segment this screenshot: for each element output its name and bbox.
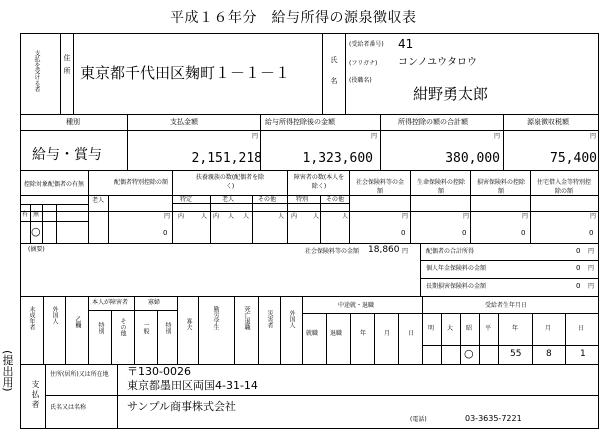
life-unit: 円: [463, 213, 470, 220]
flag-minor: 未成年者: [28, 306, 35, 330]
withholding-amount[interactable]: 75,400: [550, 151, 597, 166]
recipient-section-label: 支払を受ける者: [33, 50, 40, 92]
flag-otsu: 乙欄: [74, 316, 81, 328]
life-insurance-label: 生命保険料の控除額: [416, 179, 465, 195]
dep-sub-specific: 特定: [180, 196, 193, 203]
premium-label: 社会保険料等の金額: [305, 248, 360, 255]
flag-widow: 寡婦: [148, 299, 161, 306]
remarks-label: (摘要): [28, 246, 45, 253]
employee-no[interactable]: 41: [398, 37, 414, 51]
flag-death: 死亡退職: [243, 306, 250, 330]
flag-widow-special: 特別: [164, 322, 171, 334]
mid-sub-leave: 退職: [330, 330, 343, 337]
after-deduction-unit: 円: [371, 133, 378, 140]
name-label: 氏名: [330, 56, 338, 98]
spouse-income-value[interactable]: 0: [576, 247, 581, 255]
insurance-label: 社会保険料等の金額: [355, 179, 404, 195]
withholding-header: 源泉徴収税額: [527, 118, 569, 126]
mid-label: 中途就・退職: [338, 302, 375, 309]
flag-foreign: 外国人: [51, 306, 58, 324]
after-deduction-amount[interactable]: 1,323,600: [302, 151, 373, 166]
birth-showa: 昭: [466, 325, 473, 332]
kana-label: (フリガナ): [349, 60, 378, 67]
payer-tel[interactable]: 03-3635-7221: [465, 414, 522, 423]
payer-postal[interactable]: 〒130-0026: [127, 365, 191, 378]
insurance-unit: 円: [402, 213, 409, 220]
birth-meiji: 明: [428, 325, 435, 332]
flag-disaster: 災害者: [266, 310, 273, 328]
birth-day-label: 日: [578, 325, 585, 332]
recipient-kana[interactable]: コンノユウタロウ: [398, 57, 477, 68]
pension-unit: 円: [588, 265, 595, 272]
spouse-special-value[interactable]: 0: [163, 229, 168, 237]
birth-taisho: 大: [447, 325, 454, 332]
insurance-value[interactable]: 0: [401, 229, 406, 237]
birth-year-label: 年: [512, 325, 519, 332]
life-value[interactable]: 0: [462, 229, 467, 237]
premium-unit: 円: [402, 248, 409, 255]
housing-value[interactable]: 0: [589, 229, 594, 237]
dis-special-unit: 人: [313, 213, 320, 220]
spouse-sub-no: 無: [33, 211, 40, 218]
after-deduction-header: 給与所得控除後の金額: [265, 118, 335, 126]
premium-value[interactable]: 18,860: [368, 245, 400, 255]
withholding-unit: 円: [590, 133, 597, 140]
birth-year[interactable]: 55: [510, 349, 522, 359]
birth-heisei: 平: [485, 325, 492, 332]
payment-header: 支払金額: [170, 118, 198, 126]
longterm-value[interactable]: 0: [576, 282, 581, 290]
dep-from-unit: 内: [178, 213, 185, 220]
payer-address[interactable]: 東京都墨田区両国4-31-14: [127, 379, 258, 392]
dep-from-unit-2: 内: [213, 213, 220, 220]
dis-sub-other: その他: [326, 196, 345, 203]
payer-section-label: 支払者: [31, 380, 40, 410]
payer-name-label: 氏名又は名称: [50, 404, 87, 411]
form-title: 平成１６年分 給与所得の源泉徴収表: [170, 10, 417, 26]
mid-sub-year: 年: [360, 330, 367, 337]
payment-amount[interactable]: 2,151,218: [191, 151, 262, 166]
flag-foreigner: 外国人: [288, 310, 295, 328]
mid-sub-day: 日: [408, 330, 415, 337]
spouse-special-label: 配偶者特別控除の額: [113, 179, 168, 186]
damage-unit: 円: [522, 213, 529, 220]
dep-specific-unit: 人: [201, 213, 208, 220]
dis-other-unit: 人: [342, 213, 349, 220]
dep-other-unit-2: 人: [278, 213, 285, 220]
dep-other-unit: 人: [243, 213, 250, 220]
payer-tel-label: (電話): [410, 416, 427, 423]
housing-unit: 円: [590, 213, 597, 220]
payer-address-label: 住所(居所)又は所在地: [50, 371, 109, 378]
dep-elder-unit: 人: [228, 213, 235, 220]
flag-self-disabled: 本人が障害者: [92, 299, 129, 306]
spouse-income-label: 配偶者の合計所得: [426, 248, 475, 255]
spouse-special-unit: 円: [164, 213, 171, 220]
spouse-sub-yes: 有: [22, 211, 29, 218]
longterm-unit: 円: [588, 283, 595, 290]
showa-mark[interactable]: ○: [464, 347, 474, 360]
birth-month[interactable]: 8: [546, 349, 552, 359]
address-label: 住所: [63, 54, 71, 80]
recipient-address[interactable]: 東京都千代田区麹町１－１－１: [80, 64, 291, 82]
dep-sub-other: その他: [258, 196, 277, 203]
mid-sub-month: 月: [384, 330, 391, 337]
birth-month-label: 月: [545, 325, 552, 332]
type-header: 種別: [66, 118, 80, 126]
birth-label: 受給者生年月日: [485, 302, 528, 309]
dis-sub-special: 特別: [296, 196, 309, 203]
dependents-label: 扶養親族の数(配偶者を除く): [195, 174, 265, 190]
disabled-label: 障害者の数(本人を除く): [293, 174, 345, 190]
mid-sub-join: 就職: [306, 330, 319, 337]
damage-insurance-label: 損害保険料の控除額: [476, 179, 525, 195]
submission-vertical-label: (提出用): [1, 350, 14, 392]
total-deductions-header: 所得控除の額の合計額: [398, 118, 468, 126]
birth-day[interactable]: 1: [580, 349, 586, 359]
spouse-label: 控除対象配偶者の有無: [24, 181, 85, 188]
recipient-name[interactable]: 紺野勇太郎: [413, 85, 489, 103]
housing-label: 住宅借入金等特別控除の額: [536, 179, 591, 195]
spouse-mark[interactable]: ○: [31, 225, 41, 238]
flag-self-other: その他: [119, 318, 126, 336]
payer-name[interactable]: サンプル商事株式会社: [127, 400, 237, 413]
pension-value[interactable]: 0: [576, 264, 581, 272]
spouse-sub-elder: 老人: [92, 197, 105, 204]
damage-value[interactable]: 0: [521, 229, 526, 237]
longterm-label: 長期損害保険料の金額: [426, 283, 487, 290]
dep-sub-elder: 老人: [222, 196, 235, 203]
employee-no-label: (受給者番号): [349, 41, 384, 48]
total-deductions-unit: 円: [494, 133, 501, 140]
income-type[interactable]: 給与・賞与: [32, 147, 102, 163]
flag-student: 勤労学生: [212, 306, 219, 330]
total-deductions-amount[interactable]: 380,000: [445, 151, 500, 166]
flag-widow-general: 一般: [142, 322, 149, 334]
flag-widower: 寡夫: [185, 318, 192, 330]
title-label: (役職名): [349, 77, 372, 84]
pension-label: 個人年金保険料の金額: [426, 265, 487, 272]
dis-from-unit: 内: [291, 213, 298, 220]
spouse-income-unit: 円: [588, 248, 595, 255]
payment-unit: 円: [252, 133, 259, 140]
flag-self-special: 特別: [97, 322, 104, 334]
